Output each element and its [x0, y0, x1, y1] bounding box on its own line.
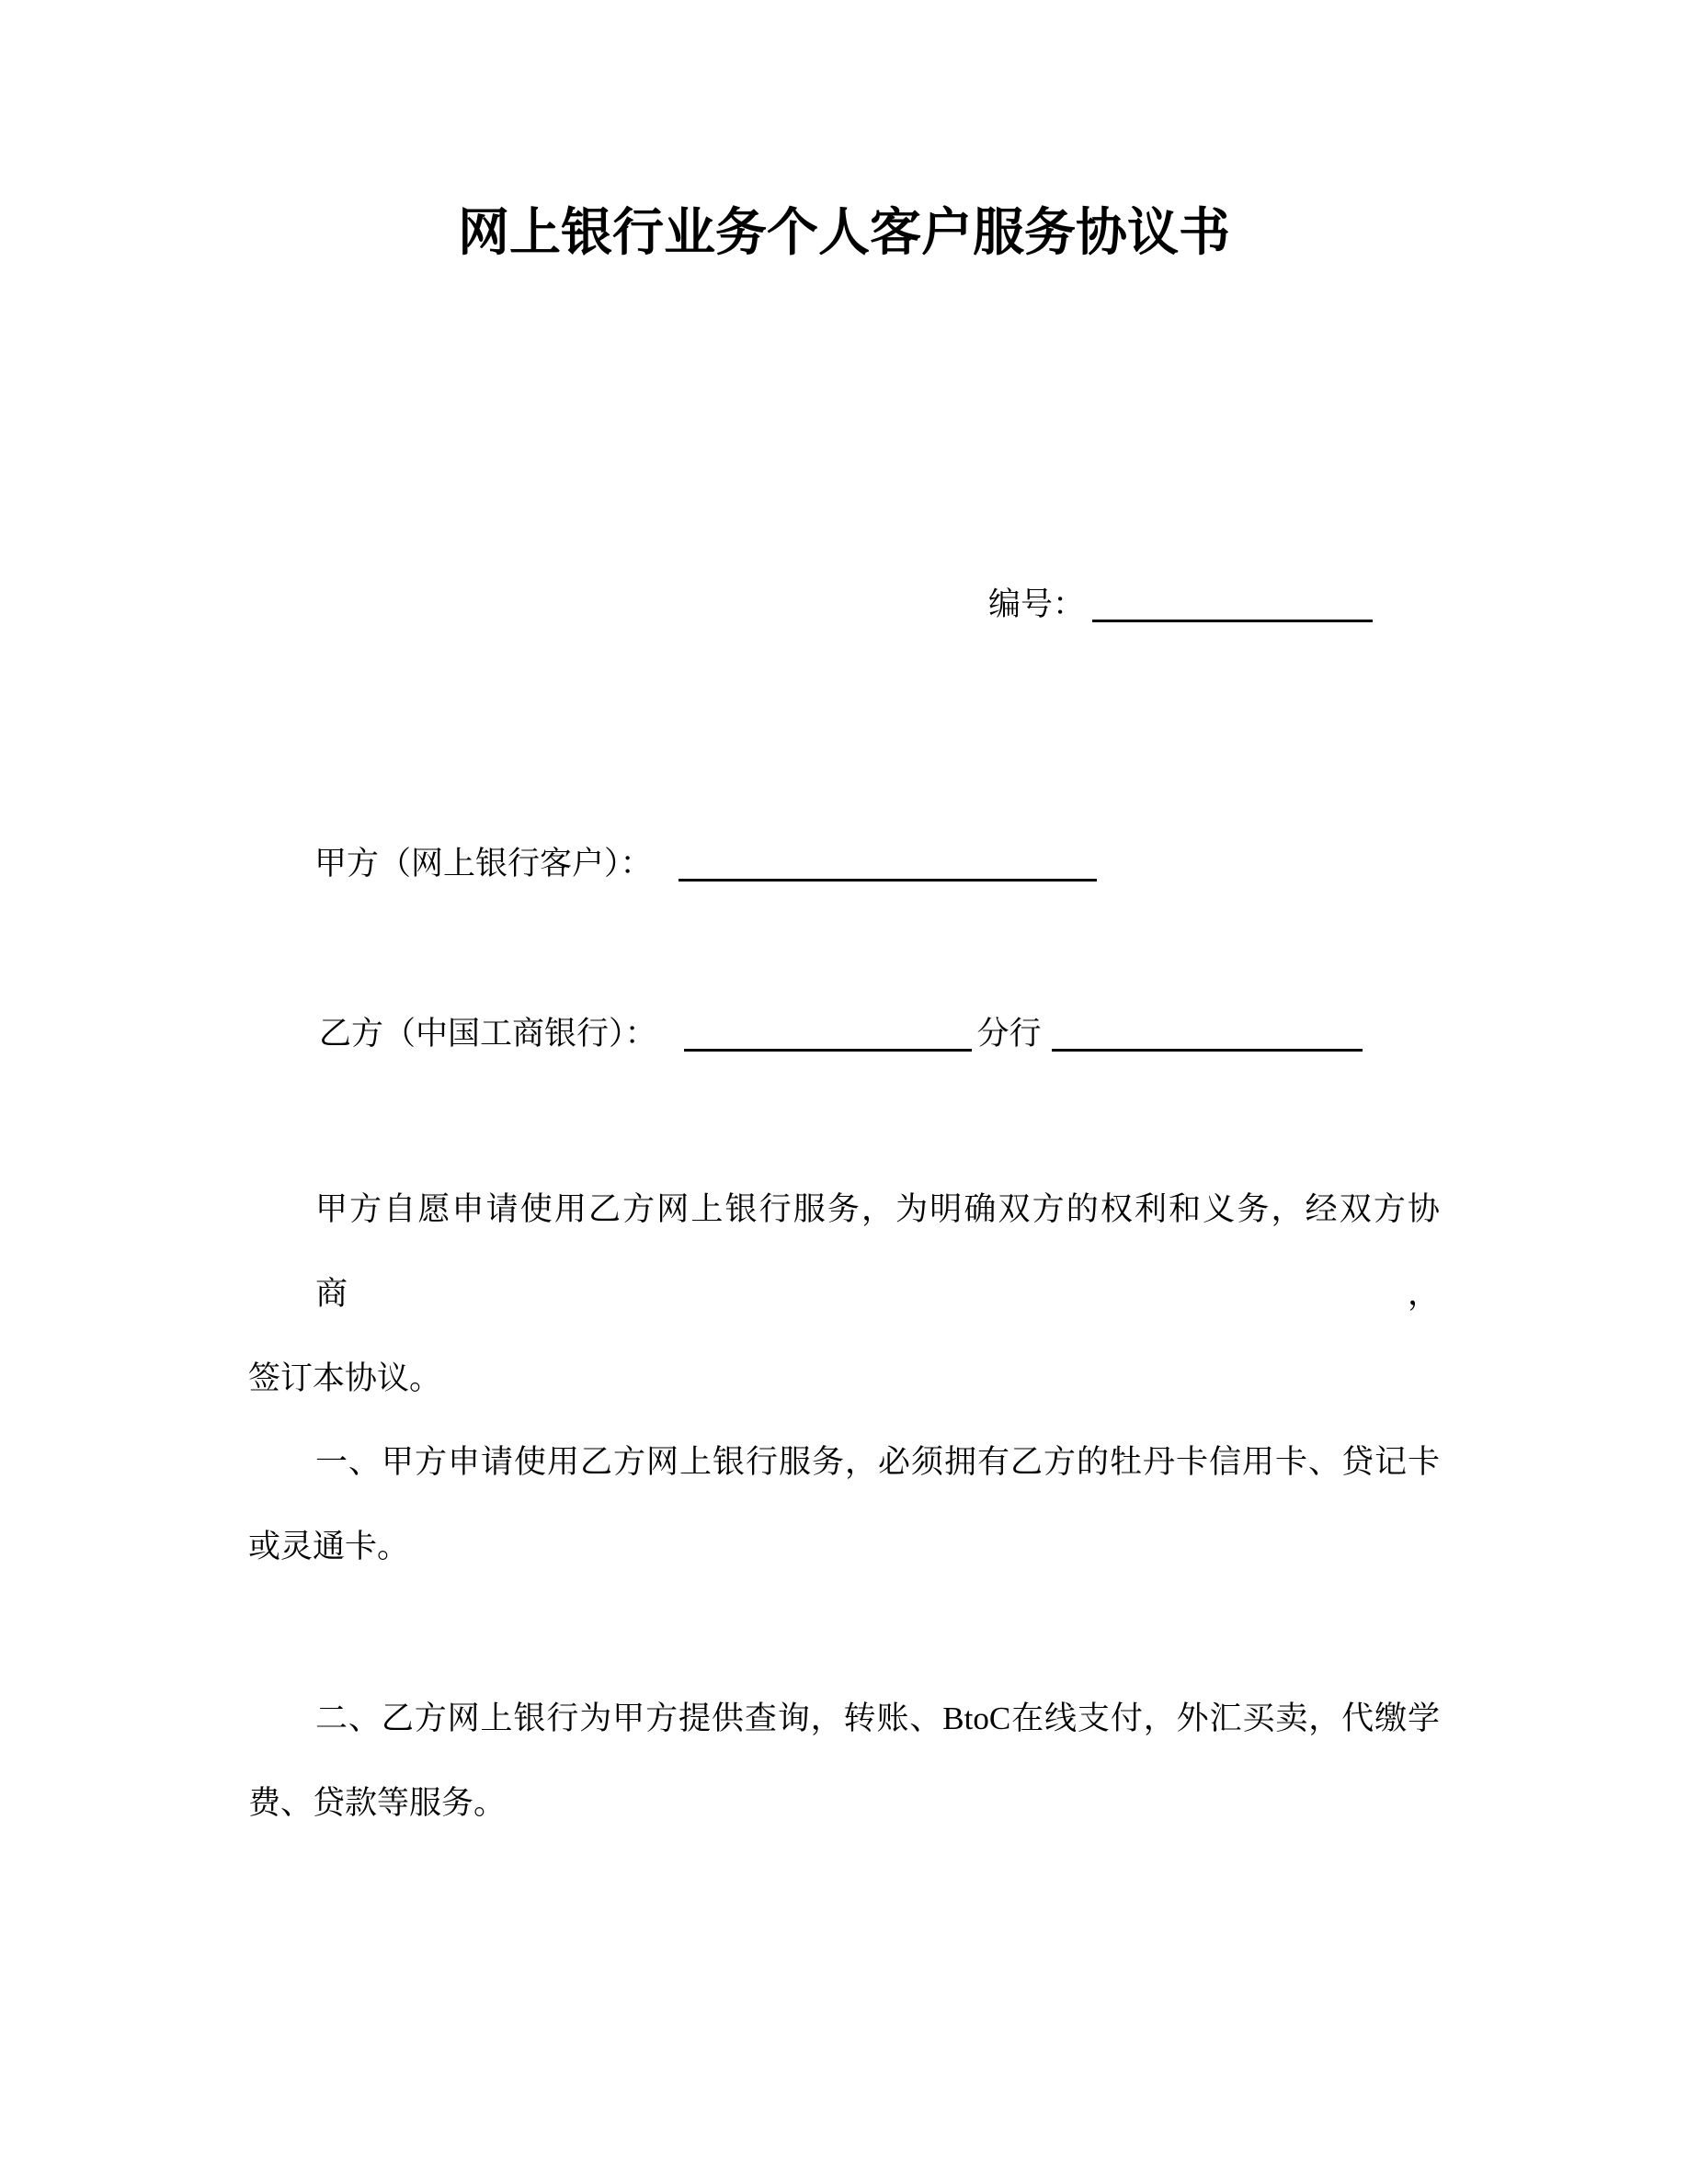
number-blank-field[interactable]: [1092, 583, 1373, 622]
party-b-label: 乙方（中国工商银行）：: [319, 1016, 657, 1052]
party-a-blank-field[interactable]: [679, 842, 1097, 882]
paragraph-line: 费、贷款等服务。: [248, 1785, 507, 1821]
paragraph-line: 或灵通卡。: [248, 1529, 410, 1564]
paragraph-line: 一、甲方申请使用乙方网上银行服务，必须拥有乙方的牡丹卡信用卡、贷记卡: [315, 1444, 1440, 1480]
paragraph-line: 甲方自愿申请使用乙方网上银行服务，为明确双方的权利和义务，经双方协商，: [315, 1191, 1440, 1312]
paragraph-line: 签订本协议。: [248, 1360, 442, 1396]
clause-2-paragraph: [248, 1677, 1440, 1846]
number-field-line: [988, 583, 1373, 627]
clause-1-paragraph: [248, 1420, 1440, 1589]
party-a-label: 甲方（网上银行客户）：: [314, 846, 653, 882]
party-b-branch-name-blank-field[interactable]: [684, 1012, 972, 1052]
paragraph-line: 二、乙方网上银行为甲方提供查询，转账、BtoC在线支付，外汇买卖，代缴学: [315, 1701, 1440, 1736]
party-a-field-line: [314, 842, 1097, 886]
branch-suffix-label: 分行: [976, 1016, 1042, 1052]
number-label: 编号：: [988, 586, 1086, 622]
party-b-field-line: [319, 1012, 1363, 1056]
party-b-branch-location-blank-field[interactable]: [1052, 1012, 1363, 1052]
intro-paragraph: [248, 1167, 1440, 1421]
document-title: 网上银行业务个人客户服务协议书: [458, 203, 1230, 261]
